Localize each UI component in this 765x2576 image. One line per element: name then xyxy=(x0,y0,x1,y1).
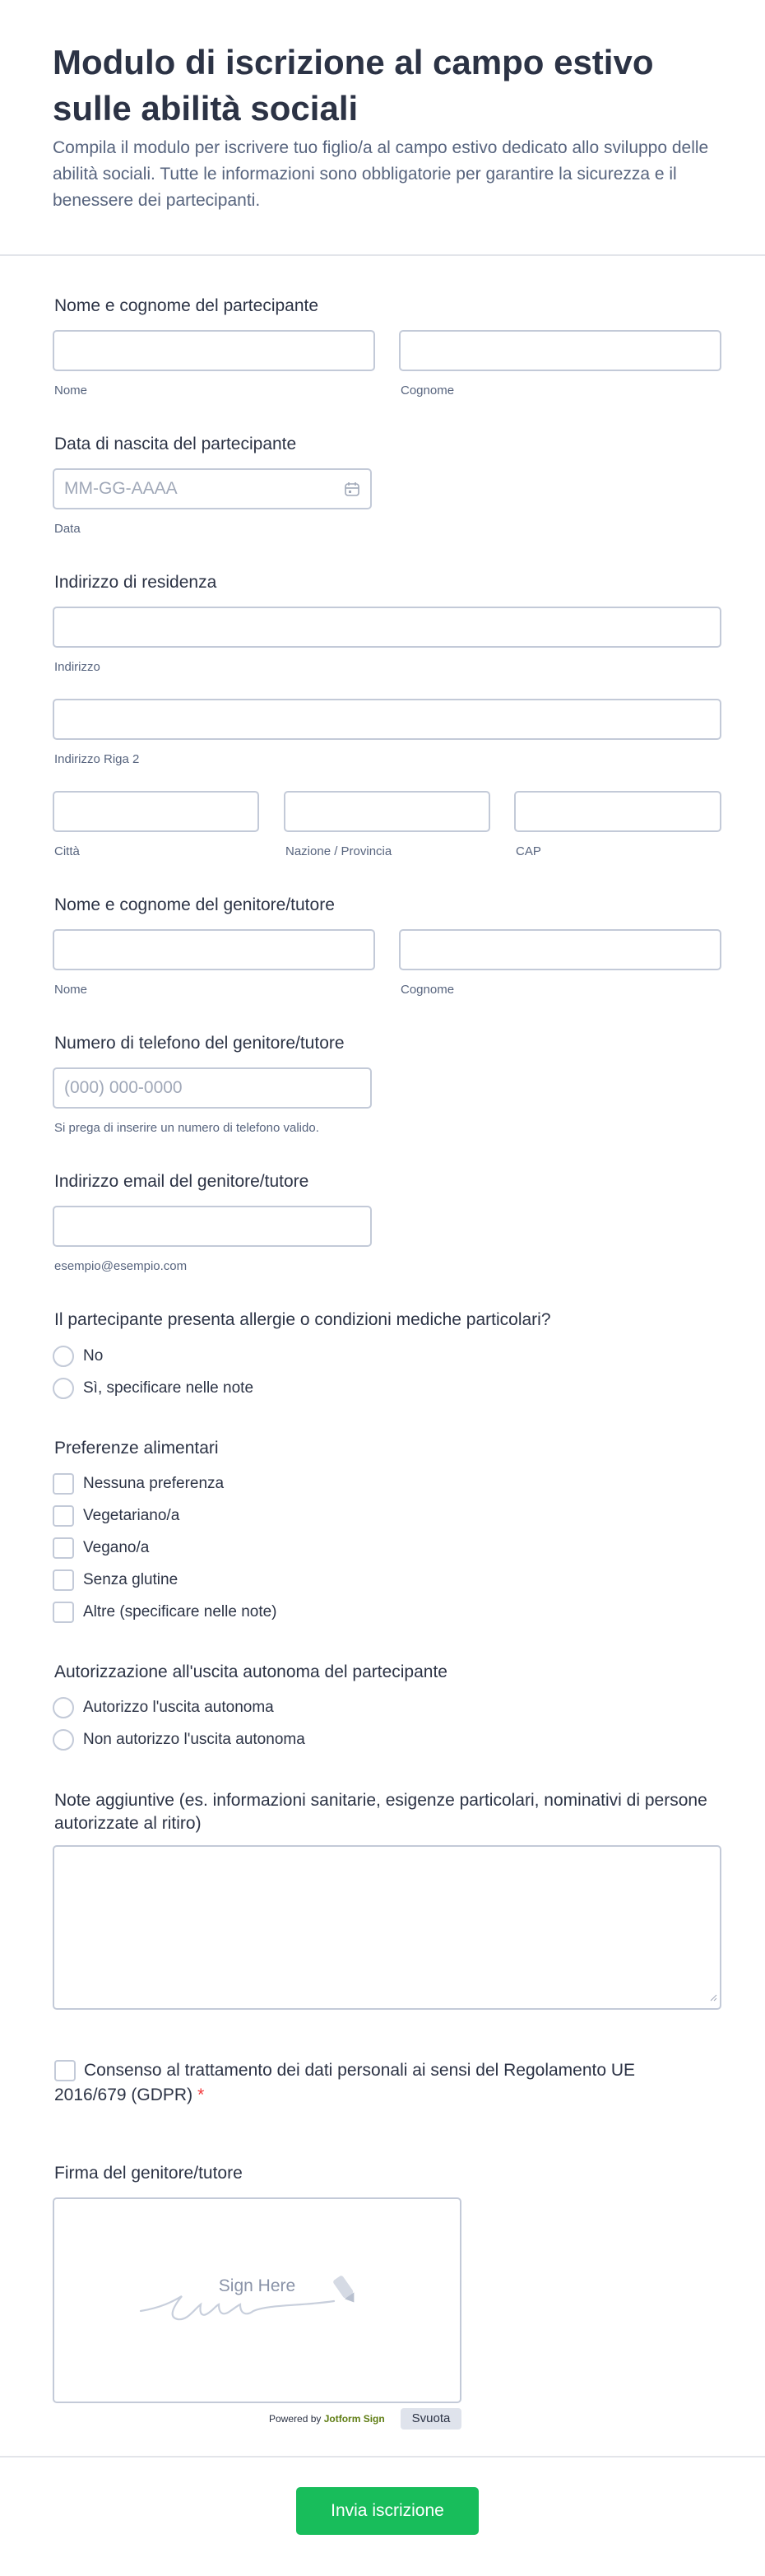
birth-date-placeholder: MM-GG-AAAA xyxy=(64,479,178,498)
participant-last-name-sublabel: Cognome xyxy=(401,384,455,398)
diet-option-other[interactable]: Altre (specificare nelle note) xyxy=(83,1603,277,1620)
city-sublabel: Città xyxy=(54,844,80,858)
exit-label: Autorizzazione all'uscita autonoma del partecipante xyxy=(54,1662,447,1681)
guardian-last-name-sublabel: Cognome xyxy=(401,983,455,997)
state-sublabel: Nazione / Provincia xyxy=(285,844,392,858)
diet-checkbox-none[interactable] xyxy=(53,1473,74,1495)
allergies-option-no[interactable]: No xyxy=(83,1347,104,1365)
diet-option-none[interactable]: Nessuna preferenza xyxy=(83,1475,225,1492)
signature-pad[interactable] xyxy=(53,2197,461,2403)
consent-text: Consenso al trattamento dei dati personali ai sensi del Regolamento UE 2016/679 (GDPR) xyxy=(54,2061,636,2104)
address-line1-input[interactable] xyxy=(53,607,721,648)
diet-checkbox-gluten-free[interactable] xyxy=(53,1569,74,1591)
resize-handle-icon[interactable] xyxy=(709,1991,717,2006)
participant-first-name-input[interactable] xyxy=(53,330,375,371)
guardian-first-name-sublabel: Nome xyxy=(54,983,88,997)
allergies-label: Il partecipante presenta allergie o condizioni mediche particolari? xyxy=(54,1310,551,1329)
city-input[interactable] xyxy=(53,791,259,832)
zip-sublabel: CAP xyxy=(516,844,541,858)
participant-last-name-input[interactable] xyxy=(399,330,721,371)
footer-divider xyxy=(0,2456,765,2457)
diet-option-vegan[interactable]: Vegano/a xyxy=(83,1539,150,1556)
phone-sublabel: Si prega di inserire un numero di telefono valido. xyxy=(54,1121,319,1135)
guardian-last-name-input[interactable] xyxy=(399,929,721,970)
participant-first-name-sublabel: Nome xyxy=(54,384,88,398)
notes-textarea[interactable] xyxy=(53,1845,721,2010)
phone-input[interactable] xyxy=(53,1067,372,1109)
diet-option-gluten-free[interactable]: Senza glutine xyxy=(83,1571,178,1588)
birth-date-sublabel: Data xyxy=(54,522,81,536)
signature-placeholder: Sign Here xyxy=(218,2276,296,2295)
exit-radio-deny[interactable] xyxy=(53,1729,74,1751)
powered-by-text: Powered by xyxy=(269,2413,322,2425)
exit-option-deny[interactable]: Non autorizzo l'uscita autonoma xyxy=(83,1731,305,1748)
signature-clear-button[interactable]: Svuota xyxy=(401,2408,461,2430)
form-description: Compila il modulo per iscrivere tuo figlio/a al campo estivo dedicato allo sviluppo delle abilità sociali. Tutte le informazioni sono obbligatorie per garantire la sicurezza e il benessere dei partecipanti. xyxy=(53,138,709,210)
signature-label: Firma del genitore/tutore xyxy=(54,2164,243,2183)
address-line2-sublabel: Indirizzo Riga 2 xyxy=(54,752,140,766)
diet-checkbox-vegan[interactable] xyxy=(53,1537,74,1559)
guardian-first-name-input[interactable] xyxy=(53,929,375,970)
consent-label[interactable] xyxy=(54,2058,696,2108)
address-line1-sublabel: Indirizzo xyxy=(54,660,100,674)
diet-label: Preferenze alimentari xyxy=(54,1439,219,1458)
zip-input[interactable] xyxy=(514,791,721,832)
required-asterisk: * xyxy=(197,2085,205,2104)
email-input[interactable] xyxy=(53,1206,372,1247)
exit-radio-authorize[interactable] xyxy=(53,1697,74,1718)
header-divider xyxy=(0,254,765,256)
phone-placeholder: (000) 000-0000 xyxy=(64,1078,183,1097)
diet-checkbox-vegetarian[interactable] xyxy=(53,1505,74,1527)
email-label: Indirizzo email del genitore/tutore xyxy=(54,1172,309,1191)
address-line2-input[interactable] xyxy=(53,699,721,740)
form-title: Modulo di iscrizione al campo estivo sulle abilità sociali xyxy=(53,43,654,128)
diet-checkbox-other[interactable] xyxy=(53,1602,74,1623)
allergies-radio-no[interactable] xyxy=(53,1346,74,1367)
phone-label: Numero di telefono del genitore/tutore xyxy=(54,1034,345,1053)
jotform-sign-brand: Jotform Sign xyxy=(323,2413,385,2425)
diet-option-vegetarian[interactable]: Vegetariano/a xyxy=(83,1507,180,1524)
allergies-option-yes[interactable]: Sì, specificare nelle note xyxy=(83,1379,254,1397)
powered-by xyxy=(269,2411,385,2427)
participant-name-label: Nome e cognome del partecipante xyxy=(54,296,319,315)
guardian-name-label: Nome e cognome del genitore/tutore xyxy=(54,895,335,914)
notes-label: Note aggiuntive (es. informazioni sanitarie, esigenze particolari, nominativi di persone autorizzate al ritiro) xyxy=(54,1791,707,1833)
address-label: Indirizzo di residenza xyxy=(54,573,217,592)
birth-date-input[interactable] xyxy=(53,468,372,509)
exit-option-authorize[interactable]: Autorizzo l'uscita autonoma xyxy=(83,1699,274,1716)
birth-date-label: Data di nascita del partecipante xyxy=(54,435,297,453)
calendar-icon[interactable] xyxy=(344,481,360,501)
allergies-radio-yes[interactable] xyxy=(53,1378,74,1399)
email-sublabel: esempio@esempio.com xyxy=(54,1259,188,1273)
submit-button[interactable]: Invia iscrizione xyxy=(296,2487,479,2535)
state-input[interactable] xyxy=(284,791,490,832)
